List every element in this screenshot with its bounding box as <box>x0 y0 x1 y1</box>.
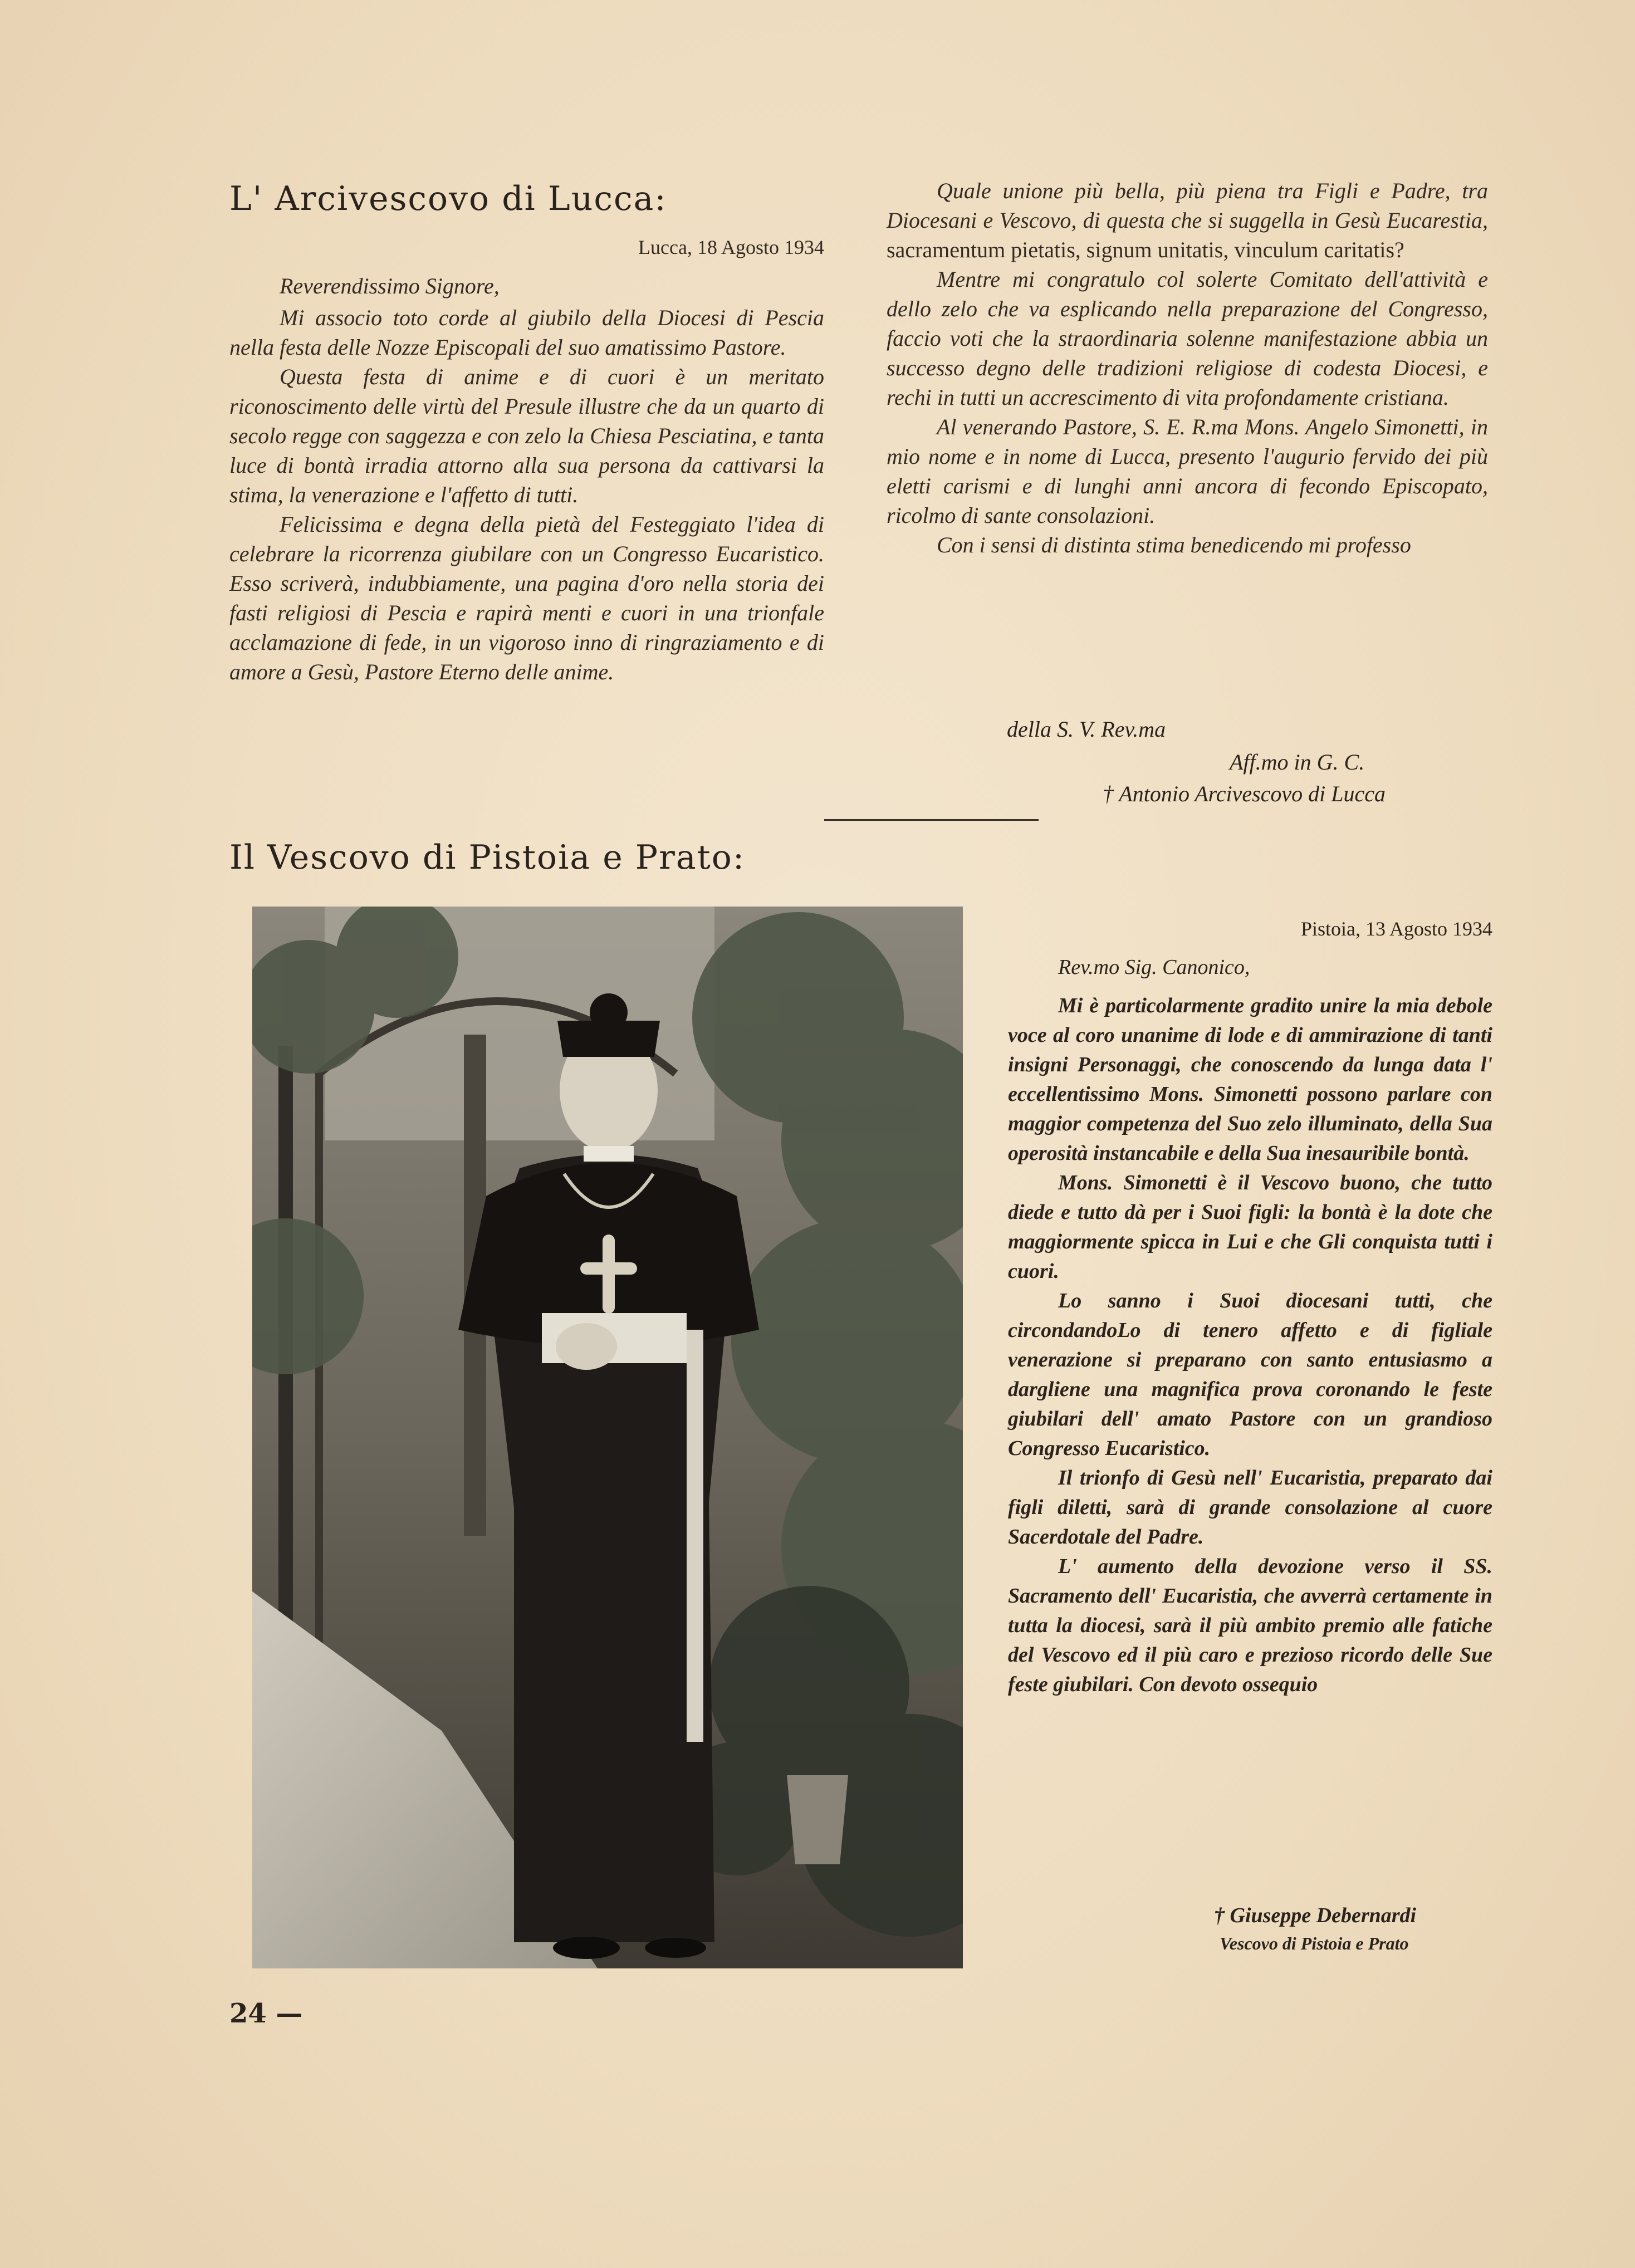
bishop-portrait-drawing <box>252 907 963 1968</box>
pistoia-paragraph: L' aumento della devozione verso il SS. Sacramento dell' Eucaristia, che avverrà certamente in tutta la diocesi, sarà il più ambito premio alle fatiche del Vescovo ed il più caro e prezioso ricordo delle Sue feste giubilari. Con devoto ossequio <box>1008 1555 1492 1696</box>
lucca-right-column <box>887 176 1488 560</box>
pistoia-heading: Il Vescovo di Pistoia e Prato: <box>229 838 746 877</box>
lucca-closing: della S. V. Rev.ma <box>1007 717 1166 742</box>
pistoia-dateline: Pistoia, 13 Agosto 1934 <box>1300 918 1492 940</box>
lucca-paragraph: Mentre mi congratulo col solerte Comitato dell'attività e dello zelo che va esplicando nella preparazione del Congresso, faccio voti che la straordinaria solenne manifestazione abbia un successo degno delle tradizioni religiose di codesta Diocesi, e rechi in tutti un accrescimento di vita profondamente cristiana. <box>887 267 1488 410</box>
pistoia-signature-title: Vescovo di Pistoia e Prato <box>1220 1933 1409 1953</box>
pistoia-paragraph: Mons. Simonetti è il Vescovo buono, che tutto diede e tutto dà per i Suoi figli: la bontà è la dote che maggiormente spicca in Lui e che Gli conquista tutti i cuori. <box>1008 1171 1492 1283</box>
lucca-paragraph-italic: Quale unione più bella, più piena tra Figli e Padre, tra Diocesani e Vescovo, di questa che si suggella in Gesù Eucarestia, <box>887 178 1488 233</box>
lucca-paragraph: Con i sensi di distinta stima benedicendo mi professo <box>937 532 1411 557</box>
lucca-left-column <box>229 233 824 687</box>
pistoia-salutation: Rev.mo Sig. Canonico, <box>1058 956 1250 979</box>
lucca-paragraph: Questa festa di anime e di cuori è un meritato riconoscimento delle virtù del Presule illustre che da un quarto di secolo regge con saggezza e con zelo la Chiesa Pesciatina, e tanta luce di bontà irradia attorno alla sua persona da cattivarsi la stima, la venerazione e l'affetto di tutti. <box>229 364 824 507</box>
pistoia-paragraph: Lo sanno i Suoi diocesani tutti, che circondandoLo di tenero affetto e di figliale venerazione si preparano con santo entusiasmo a dargliene una magnifica prova coronando le feste giubilari dell' amato Pastore con un grandioso Congresso Eucaristico. <box>1008 1289 1492 1460</box>
pistoia-paragraph: Mi è particolarmente gradito unire la mia debole voce al coro unanime di lode e di ammirazione di tanti insigni Personaggi, che conoscendo da lunga data l' eccellentissimo Mons. Simonetti possono parlare con maggior competenza del Suo zelo illuminato, della Sua operosità instancabile e della Sua inesauribile bontà. <box>1008 994 1492 1165</box>
lucca-paragraph: Mi associo toto corde al giubilo della Diocesi di Pescia nella festa delle Nozze Episcopali del suo amatissimo Pastore. <box>229 305 824 360</box>
lucca-heading: L' Arcivescovo di Lucca: <box>229 179 667 218</box>
lucca-paragraph: Felicissima e degna della pietà del Festeggiato l'idea di celebrare la ricorrenza giubilare con un Congresso Eucaristico. Esso scriverà, indubbiamente, una pagina d'oro nella storia dei fasti religiosi di Pescia e rapirà menti e cuori in una trionfale acclamazione di fede, in un vigoroso inno di ringraziamento e di amore a Gesù, Pastore Eterno delle anime. <box>229 512 824 684</box>
section-divider <box>824 819 1039 821</box>
lucca-paragraph <box>887 176 1488 264</box>
bishop-photograph <box>252 907 963 1968</box>
lucca-salutation: Reverendissimo Signore, <box>280 273 500 298</box>
lucca-dateline: Lucca, 18 Agosto 1934 <box>638 236 824 258</box>
lucca-closing-2: Aff.mo in G. C. <box>1230 750 1365 775</box>
page-number: 24 — <box>229 1998 303 2029</box>
lucca-paragraph: Al venerando Pastore, S. E. R.ma Mons. Angelo Simonetti, in mio nome e in nome di Lucca, presento l'augurio fervido dei più eletti carismi e di lunghi anni ancora di fecondo Episcopato, ricolmo di sante consolazioni. <box>887 414 1488 528</box>
pistoia-signature: † Giuseppe Debernardi <box>1214 1904 1417 1927</box>
latin-phrase: sacramentum pietatis, signum unitatis, vinculum caritatis? <box>887 237 1404 262</box>
pistoia-column <box>1008 914 1492 1699</box>
pistoia-paragraph: Il trionfo di Gesù nell' Eucaristia, preparato dai figli diletti, sarà di grande consolazione al cuore Sacerdotale del Padre. <box>1008 1466 1492 1549</box>
lucca-signature: † Antonio Arcivescovo di Lucca <box>1103 781 1386 806</box>
